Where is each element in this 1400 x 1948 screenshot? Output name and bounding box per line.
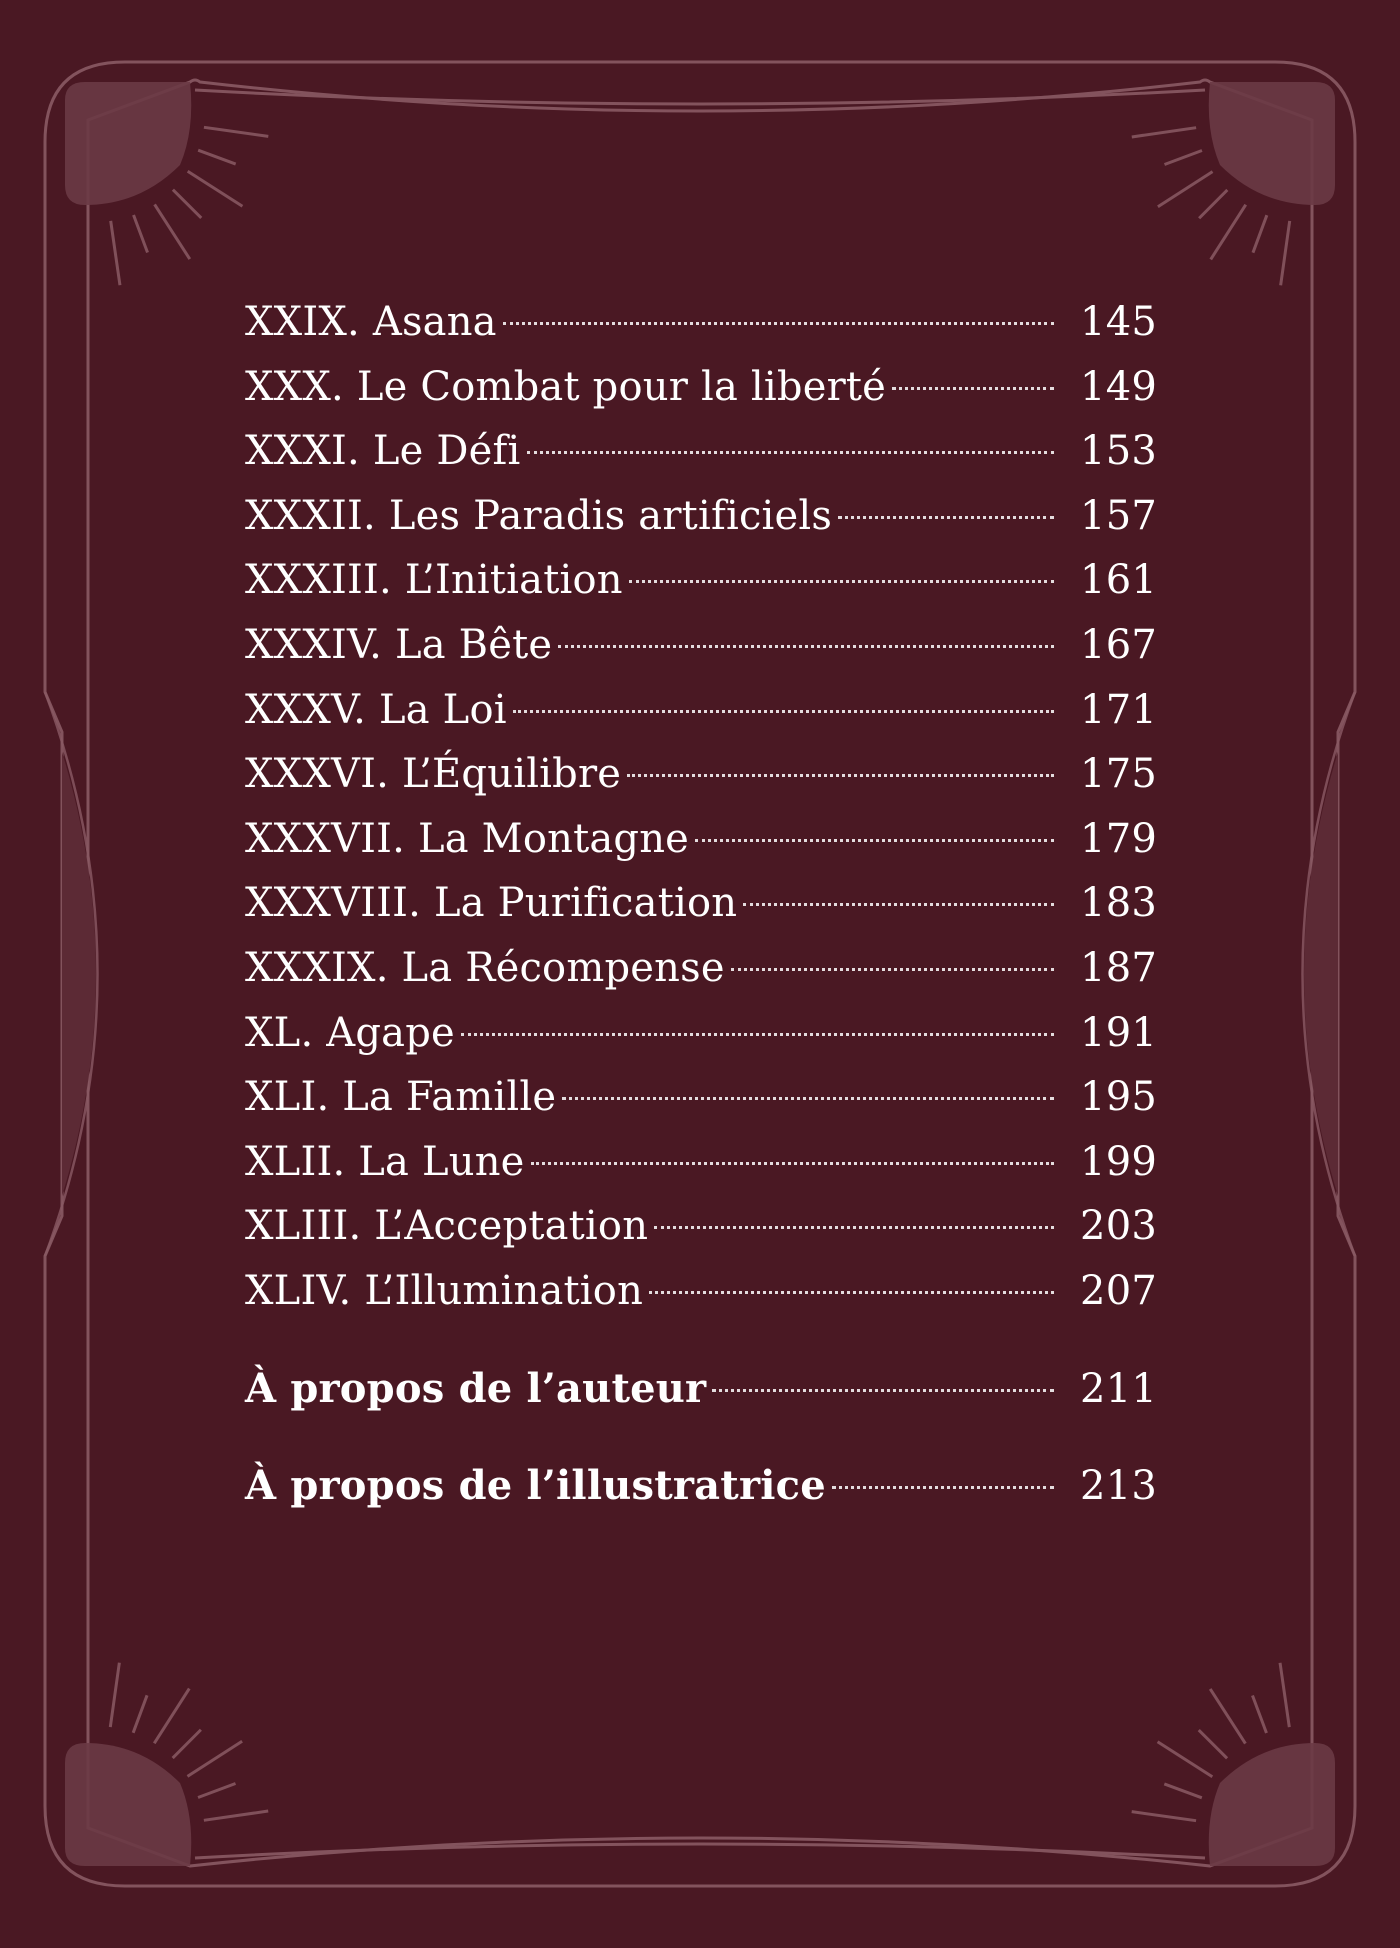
dot-leader <box>649 1291 1054 1294</box>
page-number: 207 <box>1080 1267 1157 1314</box>
table-of-contents <box>245 290 1157 1519</box>
corner-ornament-top-left <box>65 82 191 205</box>
chapter-title: XXXVI. L’Équilibre <box>245 751 622 798</box>
chapter-entry <box>245 1065 1157 1130</box>
page-number: 183 <box>1080 880 1157 927</box>
page-number: 167 <box>1080 621 1157 668</box>
page-number: 195 <box>1080 1074 1157 1121</box>
chapter-title: XLIV. L’Illumination <box>245 1267 644 1314</box>
chapter-title: XXX. Le Combat pour la liberté <box>245 363 887 410</box>
appendix-entry <box>245 1356 1157 1422</box>
chapter-title: XXXIX. La Récompense <box>245 944 725 991</box>
page-number: 171 <box>1080 686 1157 733</box>
chapter-title: XXXV. La Loi <box>245 686 507 733</box>
chapter-entry <box>245 807 1157 872</box>
chapter-title: XXXVIII. La Purification <box>245 880 738 927</box>
page-number: 145 <box>1080 299 1157 345</box>
page-number: 161 <box>1080 557 1157 604</box>
chapter-entry <box>245 742 1157 807</box>
chapter-list <box>245 290 1157 1324</box>
dot-leader <box>527 451 1054 454</box>
side-ornament-left <box>62 752 96 1196</box>
dot-leader <box>629 580 1054 583</box>
dot-leader <box>558 645 1054 648</box>
chapter-entry <box>245 419 1157 484</box>
page-number: 175 <box>1080 751 1157 798</box>
chapter-title: XLII. La Lune <box>245 1138 525 1185</box>
chapter-title: XXXII. Les Paradis artificiels <box>245 492 833 539</box>
dot-leader <box>832 1486 1054 1489</box>
page-number: 199 <box>1080 1138 1157 1185</box>
dot-leader <box>503 322 1054 325</box>
dot-leader <box>627 774 1054 777</box>
chapter-entry <box>245 1001 1157 1066</box>
dot-leader <box>838 516 1054 519</box>
chapter-title: XXXIV. La Bête <box>245 621 553 668</box>
dot-leader <box>892 387 1054 390</box>
dot-leader <box>513 710 1054 713</box>
chapter-entry <box>245 355 1157 420</box>
chapter-title: XXXVII. La Montagne <box>245 815 690 862</box>
corner-ornament-bottom-right <box>1209 1743 1335 1866</box>
dot-leader <box>531 1162 1054 1165</box>
appendix-title: À propos de l’illustratrice <box>245 1461 826 1509</box>
page-number: 187 <box>1080 944 1157 991</box>
chapter-entry <box>245 613 1157 678</box>
chapter-entry <box>245 484 1157 549</box>
chapter-title: XL. Agape <box>245 1009 455 1056</box>
dot-leader <box>461 1033 1054 1036</box>
chapter-title: XLIII. L’Acceptation <box>245 1203 649 1250</box>
dot-leader <box>695 839 1054 842</box>
chapter-title: XXIX. Asana <box>245 299 497 345</box>
corner-ornament-bottom-left <box>65 1743 191 1866</box>
page-number: 191 <box>1080 1009 1157 1056</box>
dot-leader <box>731 968 1054 971</box>
chapter-entry <box>245 1130 1157 1195</box>
dot-leader <box>562 1097 1054 1100</box>
chapter-entry <box>245 1194 1157 1259</box>
chapter-entry <box>245 548 1157 613</box>
side-ornament-right <box>1304 752 1338 1196</box>
page-number: 211 <box>1080 1365 1157 1412</box>
appendix-title: À propos de l’auteur <box>245 1364 707 1412</box>
appendix-list <box>245 1356 1157 1519</box>
dot-leader <box>712 1389 1054 1392</box>
chapter-entry <box>245 678 1157 743</box>
page-number: 203 <box>1080 1203 1157 1250</box>
chapter-title: XLI. La Famille <box>245 1074 557 1121</box>
page-number: 153 <box>1080 428 1157 475</box>
appendix-entry <box>245 1453 1157 1519</box>
corner-ornament-top-right <box>1209 82 1335 205</box>
dot-leader <box>654 1226 1054 1229</box>
page-number: 213 <box>1080 1462 1157 1509</box>
chapter-title: XXXIII. L’Initiation <box>245 557 623 604</box>
dot-leader <box>743 903 1054 906</box>
chapter-entry <box>245 290 1157 355</box>
chapter-entry <box>245 936 1157 1001</box>
page-number: 157 <box>1080 492 1157 539</box>
page-number: 179 <box>1080 815 1157 862</box>
chapter-entry <box>245 1259 1157 1324</box>
chapter-entry <box>245 871 1157 936</box>
page-number: 149 <box>1080 363 1157 410</box>
chapter-title: XXXI. Le Défi <box>245 428 521 475</box>
